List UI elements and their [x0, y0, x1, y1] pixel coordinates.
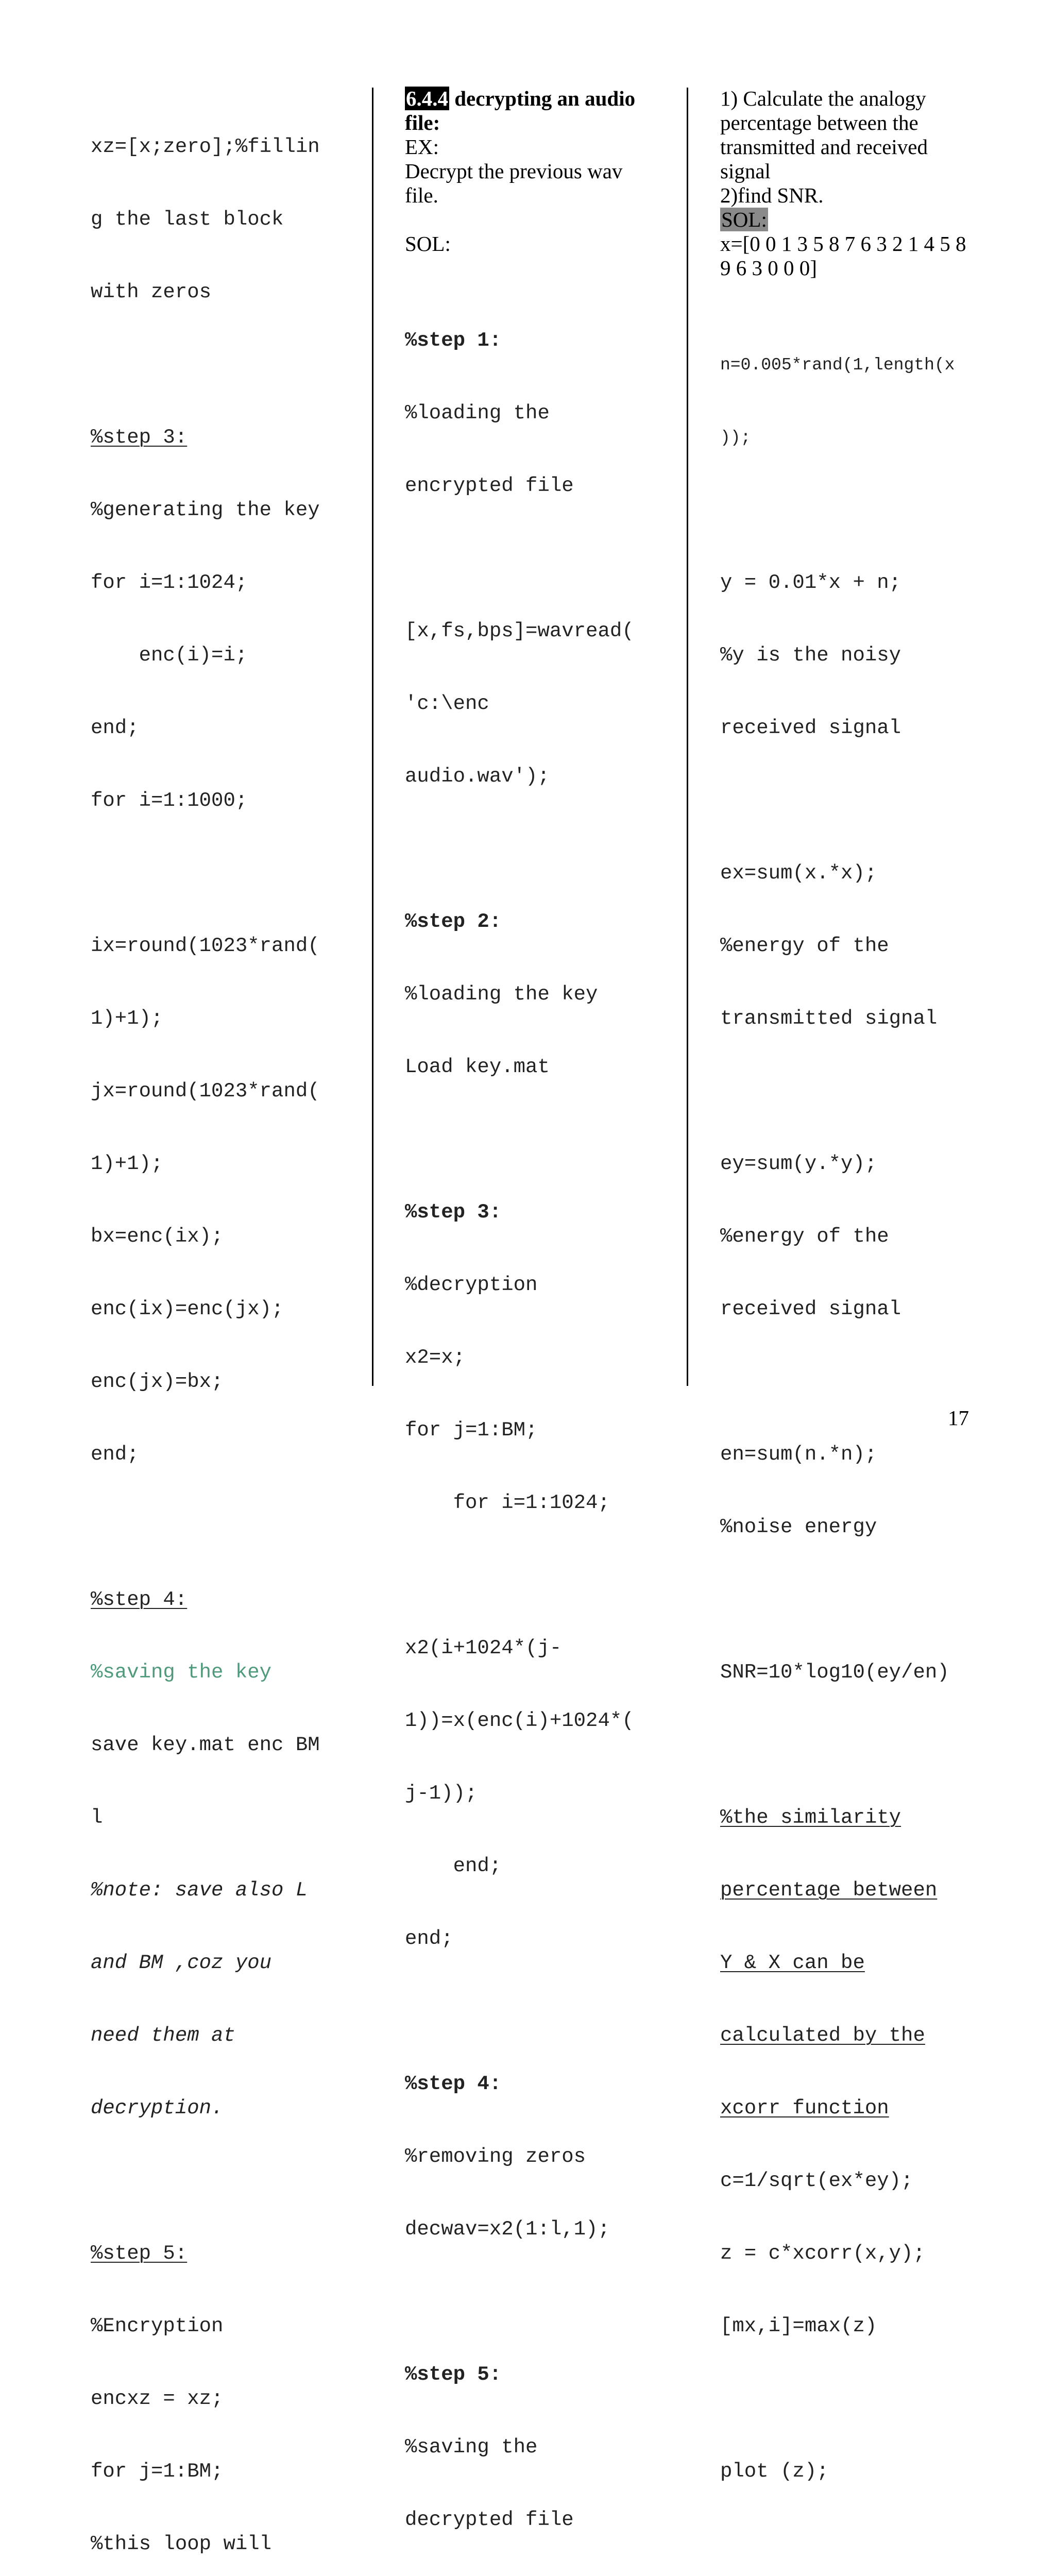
comment-line: %energy of the	[720, 1225, 889, 1248]
code-line: Load key.mat	[405, 1056, 550, 1078]
section-title: decrypting an audio	[449, 87, 636, 110]
similarity-comment: Y & X can be	[720, 1952, 865, 1974]
section-title-cont: file:	[405, 111, 440, 134]
question-line: 2)find SNR.	[720, 183, 824, 207]
x-vector-line: x=[0 0 1 3 5 8 7 6 3 2 1 4 5 8	[720, 232, 966, 256]
note-line: decryption.	[91, 2097, 224, 2120]
step4-header: %step 4:	[91, 1588, 188, 1611]
comment-line: %saving the	[405, 2436, 538, 2459]
code-line: with zeros	[91, 281, 212, 303]
code-line: plot (z);	[720, 2460, 829, 2483]
column-divider	[687, 88, 688, 1386]
code-line: end;	[91, 717, 139, 739]
comment-line: transmitted signal	[720, 1007, 938, 1030]
code-line: end;	[405, 1927, 453, 1950]
section-heading-6-4-4	[405, 87, 678, 111]
sol-label: SOL:	[405, 232, 451, 256]
x-vector-line: 9 6 3 0 0 0]	[720, 256, 817, 280]
sol-label: SOL:	[721, 208, 767, 231]
comment-line: %decryption	[405, 1274, 538, 1296]
code-line: enc(i)=i;	[91, 644, 248, 667]
step5-header: %step 5:	[405, 2363, 502, 2386]
step3-header: %step 3:	[91, 426, 188, 449]
code-line: save key.mat enc BM	[91, 1734, 320, 1756]
code-line: j-1));	[405, 1782, 478, 1805]
comment-line: decrypted file	[405, 2509, 574, 2531]
code-line: for i=1:1024;	[405, 1492, 610, 1514]
code-line: for i=1:1000;	[91, 789, 248, 812]
comment-line: received signal	[720, 1298, 901, 1320]
note-line: and BM ,coz you	[91, 1952, 272, 1974]
code-line: enc(jx)=bx;	[91, 1370, 224, 1393]
code-line: end;	[91, 1443, 139, 1466]
step4-header: %step 4:	[405, 2073, 502, 2095]
comment-line: encrypted file	[405, 474, 574, 497]
code-line: en=sum(n.*n);	[720, 1443, 877, 1466]
comment-line: %y is the noisy	[720, 644, 901, 667]
step3-header: %step 3:	[405, 1201, 502, 1224]
code-line: audio.wav');	[405, 765, 550, 788]
code-line: x2=x;	[405, 1346, 466, 1369]
code-line: l	[91, 1806, 103, 1829]
similarity-comment: percentage between	[720, 1879, 938, 1902]
code-line: ));	[720, 428, 751, 447]
code-line: ix=round(1023*rand(	[91, 935, 320, 957]
page-number: 17	[948, 1406, 969, 1430]
question-line: 1) Calculate the analogy	[720, 87, 926, 110]
question-line: signal	[720, 159, 771, 183]
task-line: file.	[405, 183, 438, 207]
similarity-comment: %the similarity	[720, 1806, 901, 1829]
note-line: need them at	[91, 2024, 235, 2047]
section-number: 6.4.4	[406, 87, 448, 110]
task-line: Decrypt the previous wav	[405, 159, 623, 183]
comment-line: %saving the key	[91, 1661, 272, 1684]
column-1	[91, 87, 364, 2576]
code-line: c=1/sqrt(ex*ey);	[720, 2170, 913, 2192]
code-line: for j=1:BM;	[405, 1419, 538, 1442]
code-line: xz=[x;zero];%fillin	[91, 135, 320, 158]
question-line: percentage between the	[720, 111, 918, 134]
question-line: transmitted and received	[720, 135, 928, 159]
similarity-comment: calculated by the	[720, 2024, 925, 2047]
comment-line: %removing zeros	[405, 2145, 586, 2168]
code-line: bx=enc(ix);	[91, 1225, 224, 1248]
code-line: 1)+1);	[91, 1153, 163, 1175]
code-line: enc(ix)=enc(jx);	[91, 1298, 284, 1320]
code-line: 'c:\enc	[405, 692, 489, 715]
code-line: encxz = xz;	[91, 2387, 224, 2410]
code-line: [mx,i]=max(z)	[720, 2315, 877, 2337]
code-line: for i=1:1024;	[91, 571, 248, 594]
code-line: SNR=10*log10(ey/en)	[720, 1661, 949, 1684]
code-line: end;	[405, 1855, 502, 1877]
code-line: for j=1:BM;	[91, 2460, 224, 2483]
code-line: jx=round(1023*rand(	[91, 1080, 320, 1103]
step1-header: %step 1:	[405, 329, 502, 352]
comment-line: %generating the key	[91, 499, 320, 521]
code-line: x2(i+1024*(j-	[405, 1637, 562, 1659]
step5-header: %step 5:	[91, 2242, 188, 2265]
step2-header: %step 2:	[405, 910, 502, 933]
comment-line: %loading the key	[405, 983, 598, 1006]
comment-line: received signal	[720, 717, 901, 739]
comment-line: %Encryption	[91, 2315, 224, 2337]
column-3	[720, 87, 978, 2576]
code-line: [x,fs,bps]=wavread(	[405, 620, 634, 642]
ex-label: EX:	[405, 135, 439, 159]
code-line: ex=sum(x.*x);	[720, 862, 877, 885]
code-line: z = c*xcorr(x,y);	[720, 2242, 925, 2265]
comment-line: %this loop will	[91, 2533, 272, 2555]
code-line: 1))=x(enc(i)+1024*(	[405, 1709, 634, 1732]
code-line: y = 0.01*x + n;	[720, 571, 901, 594]
similarity-comment: xcorr function	[720, 2097, 889, 2120]
code-line: 1)+1);	[91, 1007, 163, 1030]
code-line: decwav=x2(1:l,1);	[405, 2218, 610, 2241]
comment-line: %energy of the	[720, 935, 889, 957]
code-line: ey=sum(y.*y);	[720, 1153, 877, 1175]
column-2	[405, 87, 678, 2576]
code-line: g the last block	[91, 208, 284, 231]
comment-line: %noise energy	[720, 1516, 877, 1538]
code-line: n=0.005*rand(1,length(x	[720, 355, 955, 375]
note-line: %note: save also L	[91, 1879, 308, 1902]
comment-line: %loading the	[405, 402, 550, 425]
column-divider	[372, 88, 373, 1386]
